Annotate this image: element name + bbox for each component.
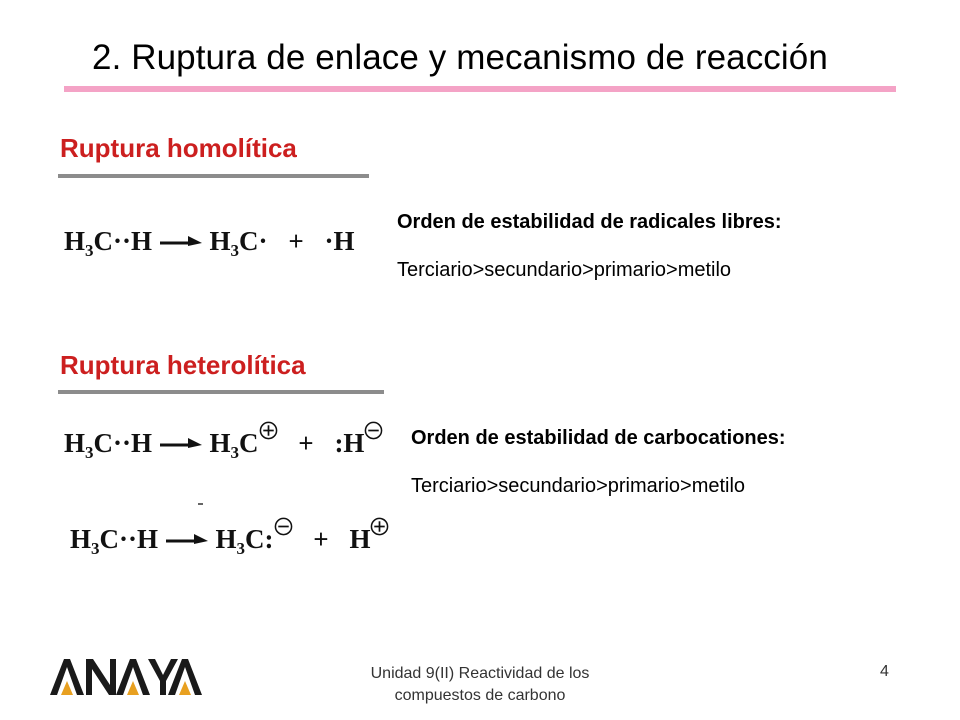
product2: ·H: [324, 226, 355, 256]
positive-charge-icon: [370, 517, 389, 536]
plus-sign: +: [288, 226, 304, 256]
stray-mark: [198, 503, 203, 505]
anaya-logo: [48, 655, 204, 704]
radicals-stability-order: Terciario>secundario>primario>metilo: [397, 259, 732, 281]
product2: :H: [334, 428, 365, 458]
slide-title: 2. Ruptura de enlace y mecanismo de reacción: [92, 38, 828, 77]
product1-h: H: [215, 524, 237, 554]
title-underline: [64, 86, 896, 92]
product1-subscript: 3: [236, 539, 246, 558]
product1-rest: C:: [245, 524, 274, 554]
reactant-subscript: 3: [85, 241, 94, 260]
reactant-h: H: [64, 428, 86, 458]
product1-h: H: [209, 226, 231, 256]
homolytic-equation: [64, 226, 354, 266]
carbocations-stability-order: Terciario>secundario>primario>metilo: [411, 475, 746, 497]
product1-subscript: 3: [230, 241, 240, 260]
product1-rest: C: [239, 428, 259, 458]
reactant-subscript: 3: [91, 539, 100, 558]
product1-subscript: 3: [230, 443, 240, 462]
heterolytic-equation-1: [64, 428, 383, 468]
reaction-arrow-icon: [160, 234, 202, 248]
heterolytic-underline: [58, 390, 384, 394]
radicals-stability-heading: Orden de estabilidad de radicales libres:: [397, 211, 782, 233]
carbocations-stability-heading: Orden de estabilidad de carbocationes:: [411, 427, 786, 449]
reactant-h: H: [70, 524, 92, 554]
plus-sign: +: [298, 428, 314, 458]
homolytic-underline: [58, 174, 369, 178]
footer-caption: Unidad 9(II) Reactividad de los compuestos de carbono: [370, 665, 590, 704]
negative-charge-icon: [274, 517, 293, 536]
heterolytic-heading: Ruptura heterolítica: [60, 350, 306, 380]
product1-h: H: [209, 428, 231, 458]
negative-charge-icon: [364, 421, 383, 440]
reactant-rest: C··H: [99, 524, 159, 554]
positive-charge-icon: [259, 421, 278, 440]
homolytic-heading: Ruptura homolítica: [60, 133, 297, 163]
reactant-rest: C··H: [93, 428, 153, 458]
reactant-rest: C··H: [93, 226, 153, 256]
heterolytic-equation-2: [70, 524, 389, 564]
reactant-h: H: [64, 226, 86, 256]
reactant-subscript: 3: [85, 443, 94, 462]
reaction-arrow-icon: [160, 436, 202, 450]
product1-rest: C·: [239, 226, 268, 256]
reaction-arrow-icon: [166, 532, 208, 546]
plus-sign: +: [313, 524, 329, 554]
page-number: 4: [880, 663, 889, 680]
anaya-logo-icon: [48, 655, 204, 699]
product2: H: [349, 524, 371, 554]
